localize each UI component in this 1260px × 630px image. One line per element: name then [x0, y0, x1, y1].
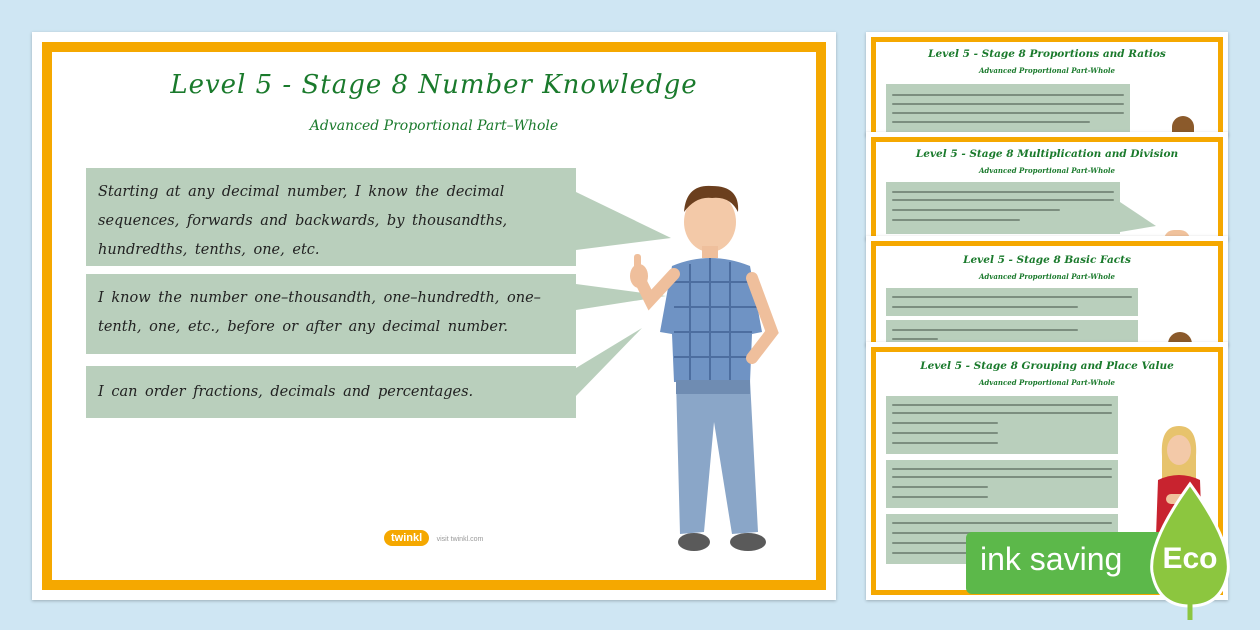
- thumbnail-bubble-tail: [1120, 202, 1160, 232]
- eco-label: Eco: [1162, 542, 1218, 575]
- thumbnail-2[interactable]: [866, 132, 1228, 240]
- thumbnail-subtitle: Advanced Proportional Part-Whole: [978, 378, 1115, 387]
- thumbnail-subtitle: Advanced Proportional Part-Whole: [978, 166, 1115, 175]
- ink-saving-text: ink saving: [980, 541, 1123, 577]
- main-poster: [32, 32, 836, 600]
- thumbnail-title: Level 5 - Stage 8 Grouping and Place Value: [920, 360, 1174, 372]
- statement-bubble-2: [86, 274, 576, 354]
- poster-title: Level 5 - Stage 8 Number Knowledge: [170, 70, 698, 100]
- statement-bubble-1: [86, 168, 576, 266]
- twinkl-logo: [384, 528, 534, 552]
- thumbnail-bubble: [886, 84, 1130, 132]
- thumbnail-bubble: [886, 396, 1118, 454]
- statement-bubble-3: [86, 366, 576, 418]
- poster-subtitle: Advanced Proportional Part–Whole: [309, 118, 559, 134]
- statement-text-3: I can order fractions, decimals and percentages.: [98, 384, 474, 400]
- thumbnail-bubble: [886, 288, 1138, 316]
- thumbnail-subtitle: Advanced Proportional Part-Whole: [978, 66, 1115, 75]
- thumbnail-title: Level 5 - Stage 8 Proportions and Ratios: [928, 48, 1166, 60]
- thumbnail-title: Level 5 - Stage 8 Basic Facts: [963, 254, 1131, 266]
- thumbnail-bubble: [886, 460, 1118, 508]
- thumbnail-3[interactable]: [866, 236, 1228, 346]
- statement-text-2: I know the number one–thousandth, one–hundredth, one–tenth, one, etc., before or after any decimal number.: [98, 290, 541, 335]
- twinkl-logo-mark: twinkl: [384, 530, 429, 546]
- thumbnail-1[interactable]: [866, 32, 1228, 136]
- thumbnail-subtitle: Advanced Proportional Part-Whole: [978, 272, 1115, 281]
- boy-illustration: [612, 182, 812, 562]
- thumbnail-title: Level 5 - Stage 8 Multiplication and Division: [915, 148, 1179, 160]
- statement-text-1: Starting at any decimal number, I know the decimal sequences, forwards and backwards, by thousandths, hundredths, tenths, one, etc.: [98, 184, 508, 258]
- thumbnail-bubble: [886, 182, 1120, 234]
- twinkl-logo-url: visit twinkl.com: [436, 536, 484, 543]
